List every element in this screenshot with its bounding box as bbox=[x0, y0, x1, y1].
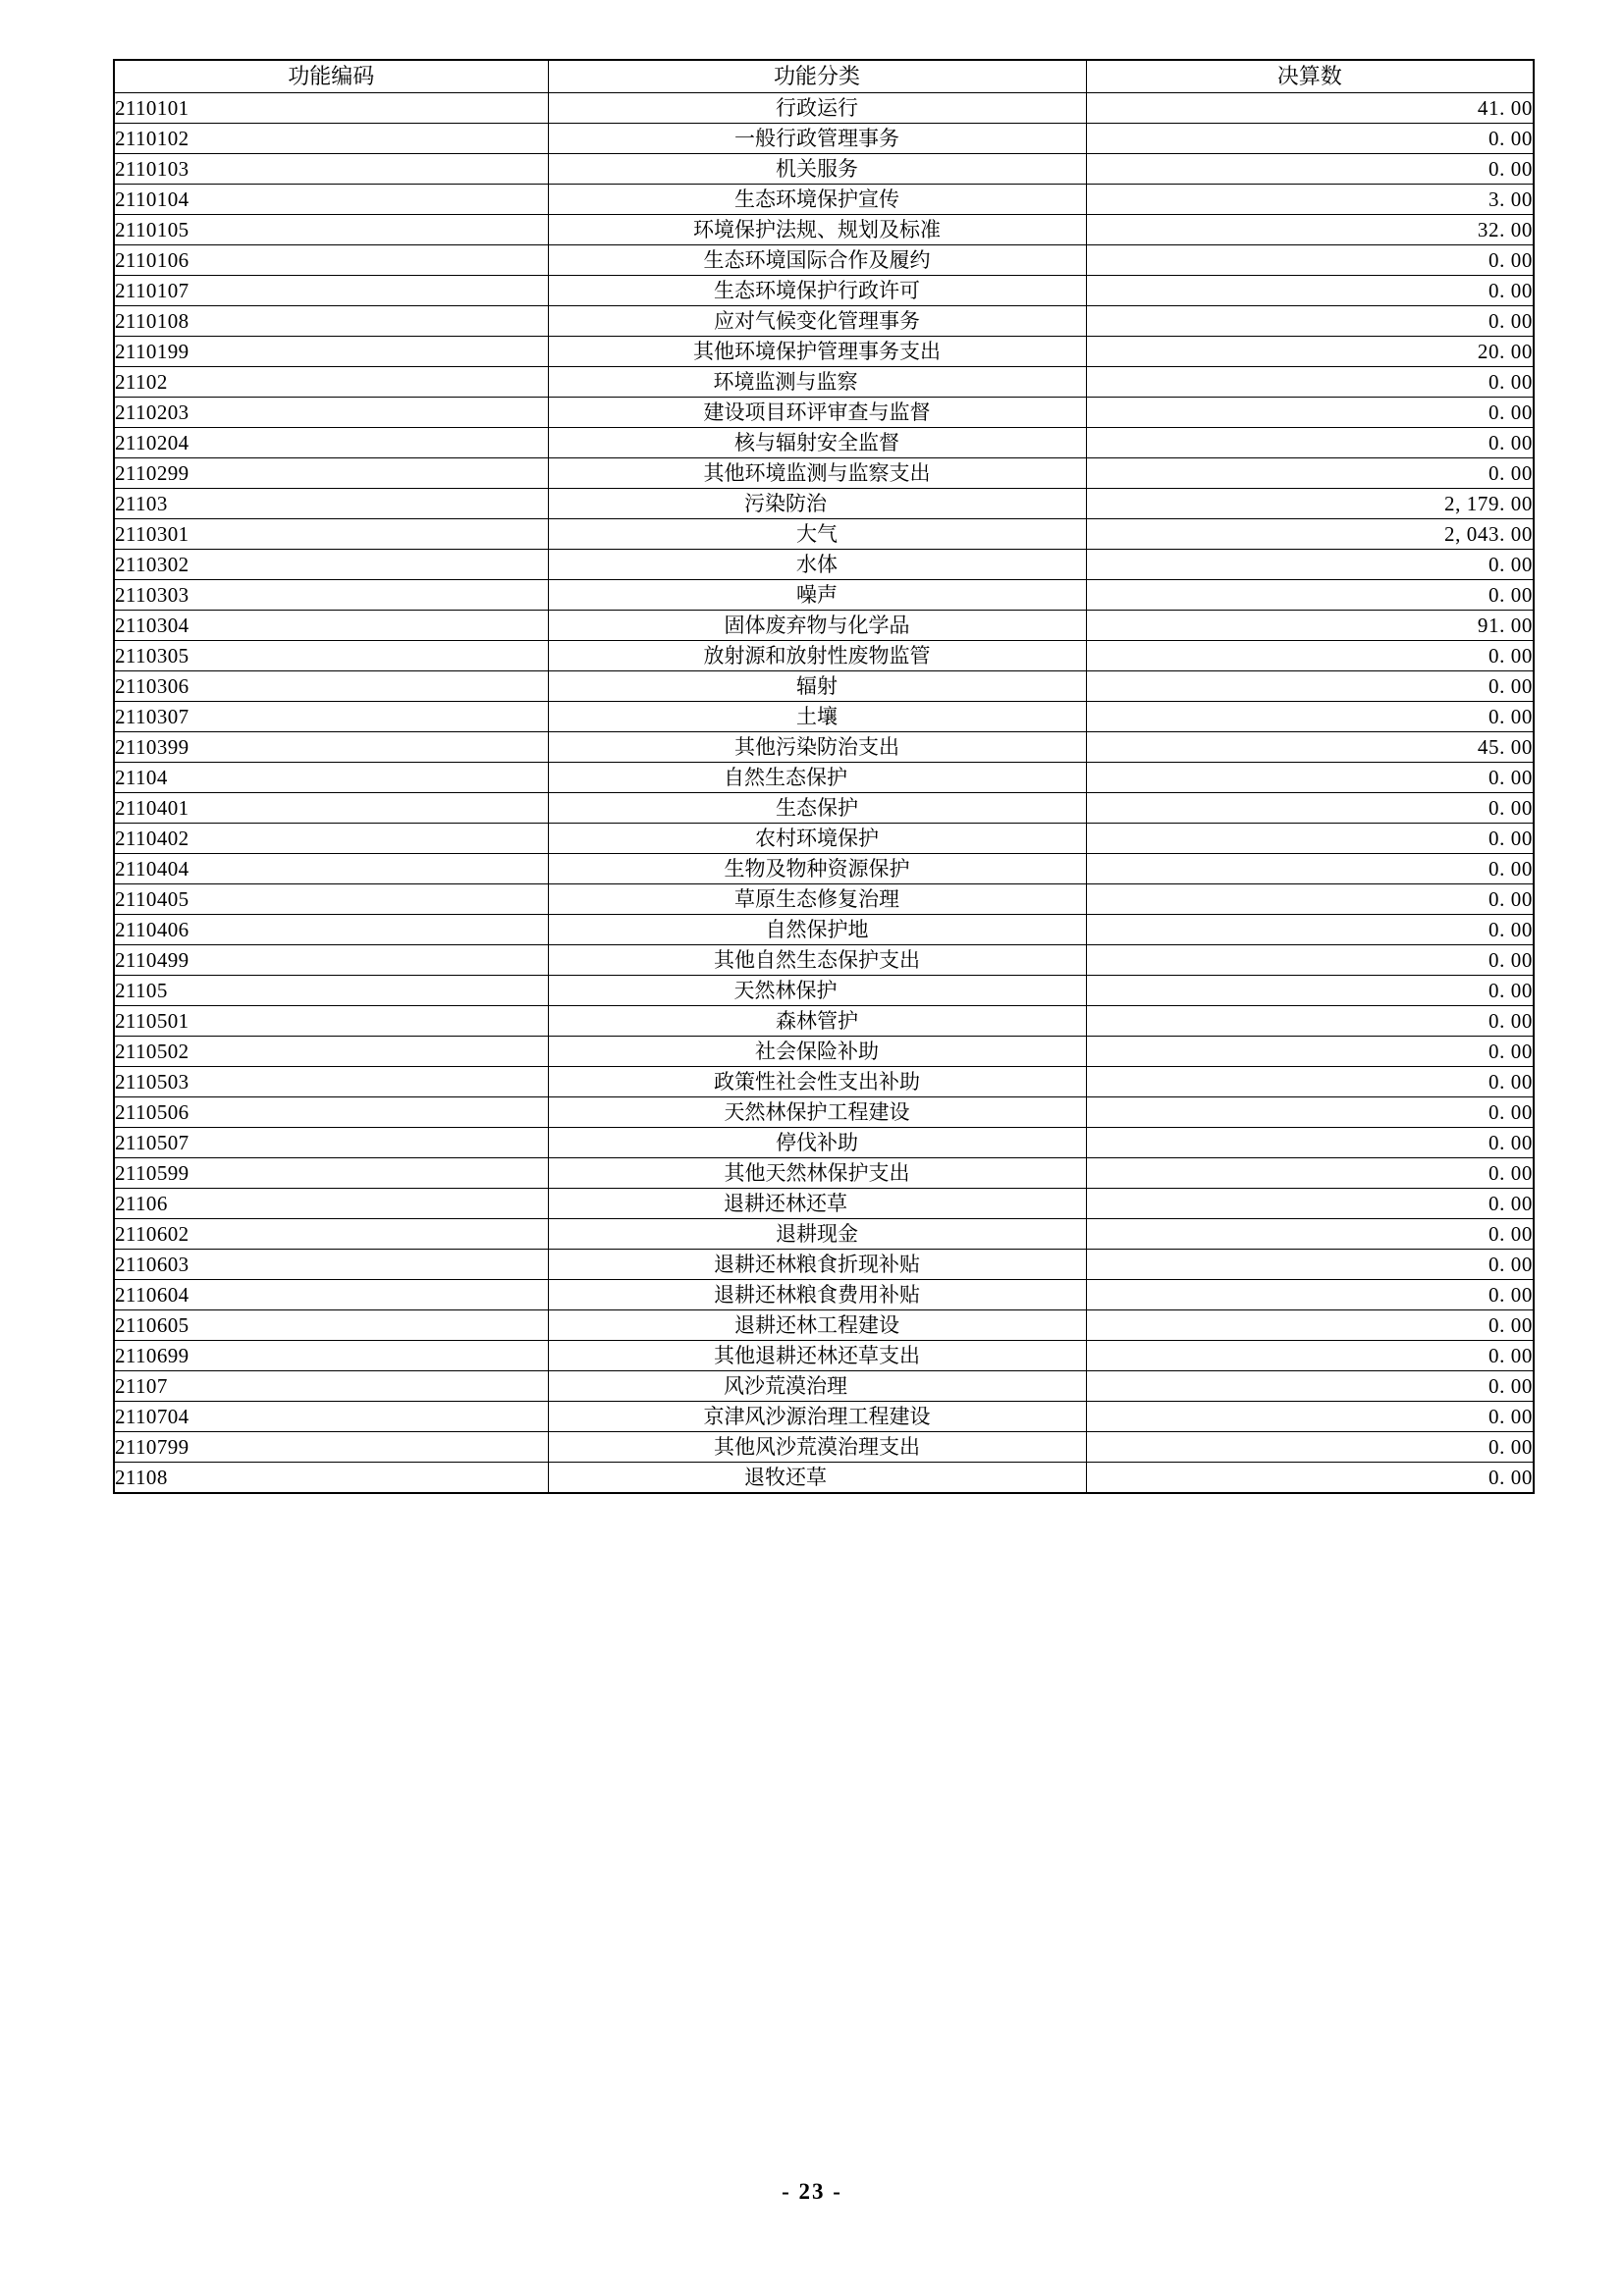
cell-function-class: 辐射 bbox=[548, 671, 1086, 702]
cell-function-code: 21108 bbox=[114, 1463, 548, 1494]
cell-final-amount: 0. 00 bbox=[1086, 154, 1534, 185]
cell-function-class: 放射源和放射性废物监管 bbox=[548, 641, 1086, 671]
table-body bbox=[114, 93, 1534, 1494]
cell-function-class: 生物及物种资源保护 bbox=[548, 854, 1086, 884]
table-row bbox=[114, 1128, 1534, 1158]
table-row bbox=[114, 915, 1534, 945]
table-row bbox=[114, 1158, 1534, 1189]
cell-function-class: 其他自然生态保护支出 bbox=[548, 945, 1086, 976]
cell-function-code: 2110799 bbox=[114, 1432, 548, 1463]
cell-function-class: 其他天然林保护支出 bbox=[548, 1158, 1086, 1189]
cell-final-amount: 0. 00 bbox=[1086, 976, 1534, 1006]
column-header-function-class: 功能分类 bbox=[548, 60, 1086, 93]
cell-function-class: 污染防治 bbox=[548, 489, 1086, 519]
table-row bbox=[114, 337, 1534, 367]
cell-final-amount: 0. 00 bbox=[1086, 1341, 1534, 1371]
cell-final-amount: 0. 00 bbox=[1086, 580, 1534, 611]
cell-final-amount: 2, 043. 00 bbox=[1086, 519, 1534, 550]
cell-final-amount: 0. 00 bbox=[1086, 306, 1534, 337]
table-row bbox=[114, 519, 1534, 550]
cell-function-class: 退耕还林工程建设 bbox=[548, 1310, 1086, 1341]
table-row bbox=[114, 1250, 1534, 1280]
cell-function-class: 固体废弃物与化学品 bbox=[548, 611, 1086, 641]
cell-function-code: 21102 bbox=[114, 367, 548, 398]
table-row bbox=[114, 763, 1534, 793]
cell-function-code: 2110204 bbox=[114, 428, 548, 458]
cell-function-class: 一般行政管理事务 bbox=[548, 124, 1086, 154]
cell-function-class: 社会保险补助 bbox=[548, 1037, 1086, 1067]
table-row bbox=[114, 671, 1534, 702]
cell-function-class: 环境保护法规、规划及标准 bbox=[548, 215, 1086, 245]
cell-function-class: 天然林保护 bbox=[548, 976, 1086, 1006]
table-row bbox=[114, 428, 1534, 458]
table-row bbox=[114, 1341, 1534, 1371]
cell-final-amount: 0. 00 bbox=[1086, 1432, 1534, 1463]
cell-function-code: 2110502 bbox=[114, 1037, 548, 1067]
cell-final-amount: 0. 00 bbox=[1086, 702, 1534, 732]
cell-final-amount: 0. 00 bbox=[1086, 1037, 1534, 1067]
table-row bbox=[114, 793, 1534, 824]
cell-function-class: 其他风沙荒漠治理支出 bbox=[548, 1432, 1086, 1463]
cell-function-class: 机关服务 bbox=[548, 154, 1086, 185]
table-row bbox=[114, 1432, 1534, 1463]
cell-function-class: 建设项目环评审查与监督 bbox=[548, 398, 1086, 428]
table-row bbox=[114, 641, 1534, 671]
cell-final-amount: 0. 00 bbox=[1086, 1067, 1534, 1097]
table-row bbox=[114, 185, 1534, 215]
cell-function-code: 2110303 bbox=[114, 580, 548, 611]
cell-function-class: 退耕还林粮食折现补贴 bbox=[548, 1250, 1086, 1280]
cell-function-code: 2110101 bbox=[114, 93, 548, 124]
cell-function-code: 2110405 bbox=[114, 884, 548, 915]
cell-function-code: 2110402 bbox=[114, 824, 548, 854]
cell-function-class: 退牧还草 bbox=[548, 1463, 1086, 1494]
cell-final-amount: 0. 00 bbox=[1086, 124, 1534, 154]
cell-final-amount: 0. 00 bbox=[1086, 1280, 1534, 1310]
table-row bbox=[114, 1189, 1534, 1219]
table-row bbox=[114, 702, 1534, 732]
cell-function-code: 2110399 bbox=[114, 732, 548, 763]
cell-function-class: 行政运行 bbox=[548, 93, 1086, 124]
cell-function-code: 2110104 bbox=[114, 185, 548, 215]
cell-final-amount: 3. 00 bbox=[1086, 185, 1534, 215]
cell-final-amount: 0. 00 bbox=[1086, 550, 1534, 580]
cell-final-amount: 2, 179. 00 bbox=[1086, 489, 1534, 519]
cell-final-amount: 0. 00 bbox=[1086, 884, 1534, 915]
cell-final-amount: 20. 00 bbox=[1086, 337, 1534, 367]
cell-function-class: 其他环境保护管理事务支出 bbox=[548, 337, 1086, 367]
table-row bbox=[114, 611, 1534, 641]
table-row bbox=[114, 1097, 1534, 1128]
cell-function-code: 2110304 bbox=[114, 611, 548, 641]
cell-function-code: 2110108 bbox=[114, 306, 548, 337]
financial-table-container bbox=[113, 59, 1533, 1494]
cell-final-amount: 45. 00 bbox=[1086, 732, 1534, 763]
table-row bbox=[114, 276, 1534, 306]
cell-function-code: 2110105 bbox=[114, 215, 548, 245]
table-row bbox=[114, 245, 1534, 276]
cell-function-class: 应对气候变化管理事务 bbox=[548, 306, 1086, 337]
cell-function-code: 2110406 bbox=[114, 915, 548, 945]
table-header bbox=[114, 60, 1534, 93]
cell-final-amount: 0. 00 bbox=[1086, 1250, 1534, 1280]
cell-final-amount: 0. 00 bbox=[1086, 915, 1534, 945]
cell-function-code: 2110299 bbox=[114, 458, 548, 489]
cell-function-class: 环境监测与监察 bbox=[548, 367, 1086, 398]
cell-function-code: 21104 bbox=[114, 763, 548, 793]
table-row bbox=[114, 550, 1534, 580]
cell-final-amount: 0. 00 bbox=[1086, 1463, 1534, 1494]
table-row bbox=[114, 1067, 1534, 1097]
cell-function-class: 自然保护地 bbox=[548, 915, 1086, 945]
cell-function-code: 2110103 bbox=[114, 154, 548, 185]
table-row bbox=[114, 1402, 1534, 1432]
table-row bbox=[114, 1310, 1534, 1341]
column-header-final-amount: 决算数 bbox=[1086, 60, 1534, 93]
cell-function-class: 土壤 bbox=[548, 702, 1086, 732]
cell-function-code: 2110704 bbox=[114, 1402, 548, 1432]
cell-function-class: 生态环境保护行政许可 bbox=[548, 276, 1086, 306]
table-row bbox=[114, 1006, 1534, 1037]
table-header-row bbox=[114, 60, 1534, 93]
cell-function-class: 噪声 bbox=[548, 580, 1086, 611]
cell-function-code: 2110306 bbox=[114, 671, 548, 702]
cell-function-code: 2110107 bbox=[114, 276, 548, 306]
table-row bbox=[114, 367, 1534, 398]
cell-final-amount: 0. 00 bbox=[1086, 793, 1534, 824]
cell-function-code: 2110499 bbox=[114, 945, 548, 976]
cell-function-class: 生态环境国际合作及履约 bbox=[548, 245, 1086, 276]
table-row bbox=[114, 1280, 1534, 1310]
cell-function-code: 2110699 bbox=[114, 1341, 548, 1371]
cell-function-code: 2110307 bbox=[114, 702, 548, 732]
cell-function-code: 2110602 bbox=[114, 1219, 548, 1250]
cell-final-amount: 0. 00 bbox=[1086, 1097, 1534, 1128]
cell-final-amount: 32. 00 bbox=[1086, 215, 1534, 245]
table-row bbox=[114, 306, 1534, 337]
table-row bbox=[114, 884, 1534, 915]
table-row bbox=[114, 1371, 1534, 1402]
table-row bbox=[114, 824, 1534, 854]
cell-function-code: 2110503 bbox=[114, 1067, 548, 1097]
cell-final-amount: 41. 00 bbox=[1086, 93, 1534, 124]
cell-final-amount: 0. 00 bbox=[1086, 367, 1534, 398]
cell-final-amount: 0. 00 bbox=[1086, 1189, 1534, 1219]
cell-function-code: 2110507 bbox=[114, 1128, 548, 1158]
cell-final-amount: 0. 00 bbox=[1086, 276, 1534, 306]
cell-function-class: 生态环境保护宣传 bbox=[548, 185, 1086, 215]
table-row bbox=[114, 732, 1534, 763]
cell-final-amount: 0. 00 bbox=[1086, 945, 1534, 976]
table-row bbox=[114, 154, 1534, 185]
cell-function-class: 其他污染防治支出 bbox=[548, 732, 1086, 763]
cell-function-code: 2110401 bbox=[114, 793, 548, 824]
cell-final-amount: 0. 00 bbox=[1086, 854, 1534, 884]
table-row bbox=[114, 945, 1534, 976]
cell-function-code: 2110106 bbox=[114, 245, 548, 276]
cell-function-class: 退耕还林还草 bbox=[548, 1189, 1086, 1219]
cell-function-class: 退耕现金 bbox=[548, 1219, 1086, 1250]
cell-final-amount: 0. 00 bbox=[1086, 641, 1534, 671]
cell-final-amount: 0. 00 bbox=[1086, 1402, 1534, 1432]
cell-function-code: 21106 bbox=[114, 1189, 548, 1219]
table-row bbox=[114, 1463, 1534, 1494]
cell-final-amount: 0. 00 bbox=[1086, 763, 1534, 793]
cell-final-amount: 0. 00 bbox=[1086, 824, 1534, 854]
cell-final-amount: 91. 00 bbox=[1086, 611, 1534, 641]
cell-function-code: 21103 bbox=[114, 489, 548, 519]
cell-final-amount: 0. 00 bbox=[1086, 1128, 1534, 1158]
table-row bbox=[114, 93, 1534, 124]
function-classification-table bbox=[113, 59, 1535, 1494]
cell-function-code: 21105 bbox=[114, 976, 548, 1006]
column-header-function-code: 功能编码 bbox=[114, 60, 548, 93]
cell-function-code: 2110599 bbox=[114, 1158, 548, 1189]
cell-function-code: 2110301 bbox=[114, 519, 548, 550]
cell-function-class: 其他退耕还林还草支出 bbox=[548, 1341, 1086, 1371]
cell-function-code: 2110604 bbox=[114, 1280, 548, 1310]
cell-function-class: 停伐补助 bbox=[548, 1128, 1086, 1158]
cell-function-code: 2110404 bbox=[114, 854, 548, 884]
cell-final-amount: 0. 00 bbox=[1086, 1371, 1534, 1402]
cell-function-code: 2110302 bbox=[114, 550, 548, 580]
cell-function-class: 政策性社会性支出补助 bbox=[548, 1067, 1086, 1097]
cell-final-amount: 0. 00 bbox=[1086, 245, 1534, 276]
cell-function-code: 2110506 bbox=[114, 1097, 548, 1128]
cell-function-class: 生态保护 bbox=[548, 793, 1086, 824]
cell-function-class: 风沙荒漠治理 bbox=[548, 1371, 1086, 1402]
cell-final-amount: 0. 00 bbox=[1086, 1006, 1534, 1037]
cell-function-class: 其他环境监测与监察支出 bbox=[548, 458, 1086, 489]
table-row bbox=[114, 1219, 1534, 1250]
cell-final-amount: 0. 00 bbox=[1086, 1158, 1534, 1189]
cell-final-amount: 0. 00 bbox=[1086, 671, 1534, 702]
table-row bbox=[114, 976, 1534, 1006]
cell-function-class: 核与辐射安全监督 bbox=[548, 428, 1086, 458]
cell-function-class: 京津风沙源治理工程建设 bbox=[548, 1402, 1086, 1432]
cell-function-class: 天然林保护工程建设 bbox=[548, 1097, 1086, 1128]
cell-final-amount: 0. 00 bbox=[1086, 398, 1534, 428]
cell-function-class: 森林管护 bbox=[548, 1006, 1086, 1037]
cell-function-code: 2110203 bbox=[114, 398, 548, 428]
page-number: - 23 - bbox=[782, 2179, 842, 2204]
cell-function-code: 21107 bbox=[114, 1371, 548, 1402]
cell-final-amount: 0. 00 bbox=[1086, 458, 1534, 489]
cell-function-code: 2110605 bbox=[114, 1310, 548, 1341]
table-row bbox=[114, 580, 1534, 611]
cell-function-code: 2110501 bbox=[114, 1006, 548, 1037]
table-row bbox=[114, 854, 1534, 884]
cell-function-code: 2110603 bbox=[114, 1250, 548, 1280]
cell-function-class: 草原生态修复治理 bbox=[548, 884, 1086, 915]
table-row bbox=[114, 215, 1534, 245]
cell-function-code: 2110305 bbox=[114, 641, 548, 671]
cell-function-class: 水体 bbox=[548, 550, 1086, 580]
cell-function-class: 农村环境保护 bbox=[548, 824, 1086, 854]
table-row bbox=[114, 398, 1534, 428]
cell-final-amount: 0. 00 bbox=[1086, 428, 1534, 458]
cell-function-code: 2110199 bbox=[114, 337, 548, 367]
table-row bbox=[114, 124, 1534, 154]
cell-function-class: 退耕还林粮食费用补贴 bbox=[548, 1280, 1086, 1310]
table-row bbox=[114, 489, 1534, 519]
table-row bbox=[114, 458, 1534, 489]
table-row bbox=[114, 1037, 1534, 1067]
cell-function-class: 自然生态保护 bbox=[548, 763, 1086, 793]
cell-final-amount: 0. 00 bbox=[1086, 1310, 1534, 1341]
cell-function-code: 2110102 bbox=[114, 124, 548, 154]
cell-final-amount: 0. 00 bbox=[1086, 1219, 1534, 1250]
cell-function-class: 大气 bbox=[548, 519, 1086, 550]
